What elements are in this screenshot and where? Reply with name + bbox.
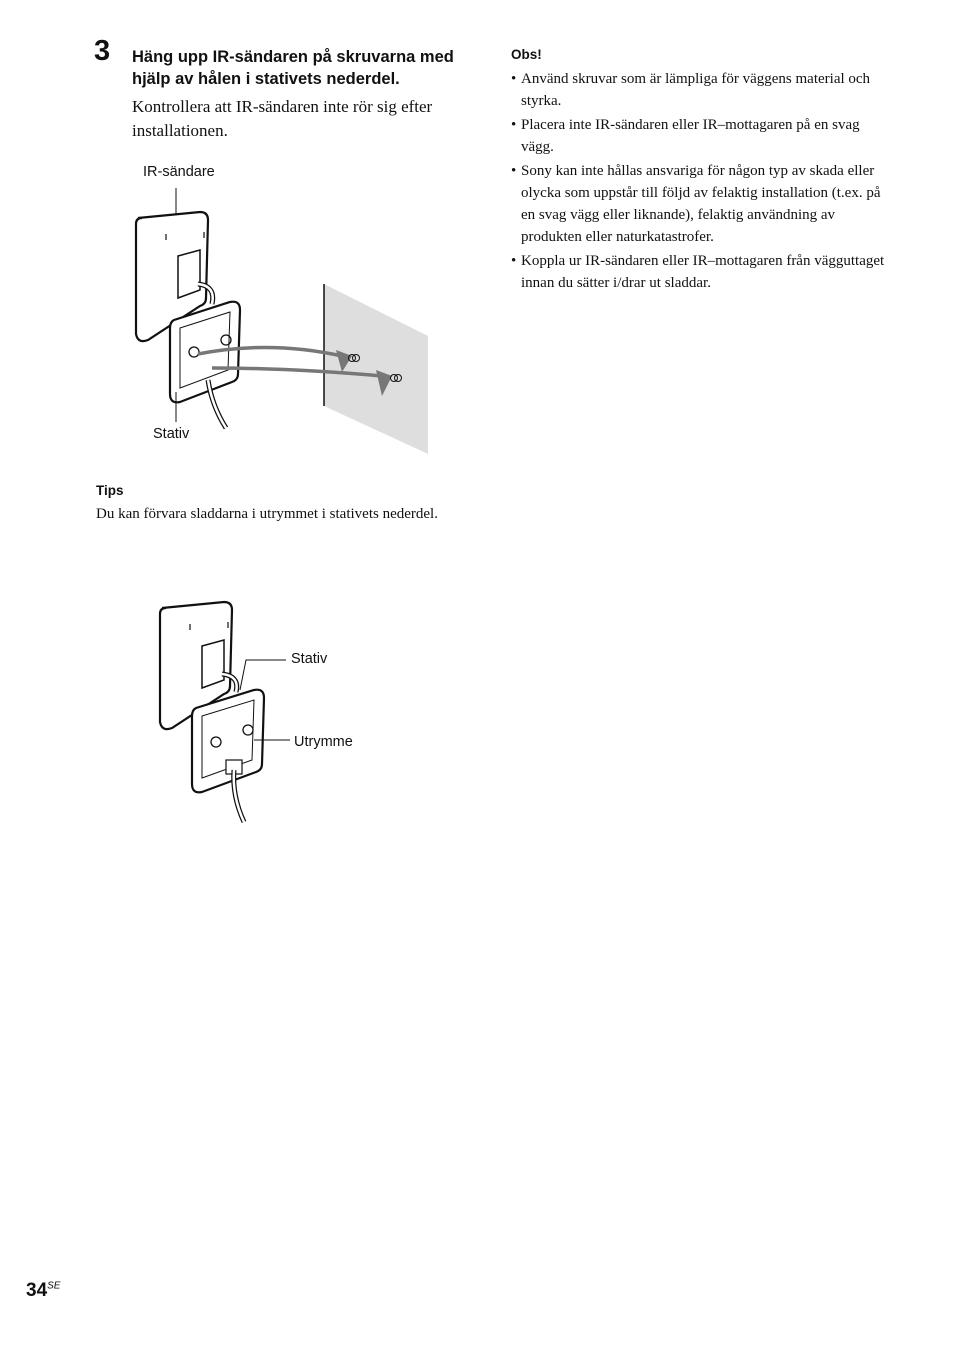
wall-shape — [324, 284, 428, 454]
wall-mount-illustration — [120, 180, 440, 460]
label-space: Utrymme — [294, 734, 353, 750]
label-stand: Stativ — [153, 426, 190, 442]
step-heading: Häng upp IR-sändaren på skruvarna med hjälp av hålen i stativets nederdel. — [132, 48, 454, 88]
note-item: • Placera inte IR-sändaren eller IR–mottagaren på en svag vägg. — [511, 114, 891, 158]
label-ir-transmitter: IR-sändare — [143, 164, 215, 180]
label-stand-2: Stativ — [291, 651, 328, 667]
tips-heading: Tips — [96, 483, 124, 498]
step-number: 3 — [94, 35, 111, 67]
note-item: • Använd skruvar som är lämpliga för väggens material och styrka. — [511, 68, 891, 112]
page-number — [26, 1280, 60, 1302]
tips-body: Du kan förvara sladdarna i utrymmet i stativets nederdel. — [96, 506, 438, 522]
note-item: • Sony kan inte hållas ansvariga för någon typ av skada eller olycka som uppstår till följd av felaktig installation (t.ex. på en svag vägg eller liknande), felaktig användning av produkten eller naturkatastrofer. — [511, 160, 891, 248]
step-body: Kontrollera att IR-sändaren inte rör sig efter installationen. — [132, 97, 433, 140]
notes-heading: Obs! — [511, 47, 542, 62]
page-number-value: 34 — [26, 1280, 48, 1301]
notes-list — [511, 68, 891, 296]
page-number-suffix: SE — [47, 1280, 61, 1292]
stand-shape — [192, 690, 264, 793]
stand-storage-illustration — [150, 596, 370, 826]
note-item: • Koppla ur IR-sändaren eller IR–mottagaren från vägguttaget innan du sätter i/drar ut sladdar. — [511, 250, 891, 294]
